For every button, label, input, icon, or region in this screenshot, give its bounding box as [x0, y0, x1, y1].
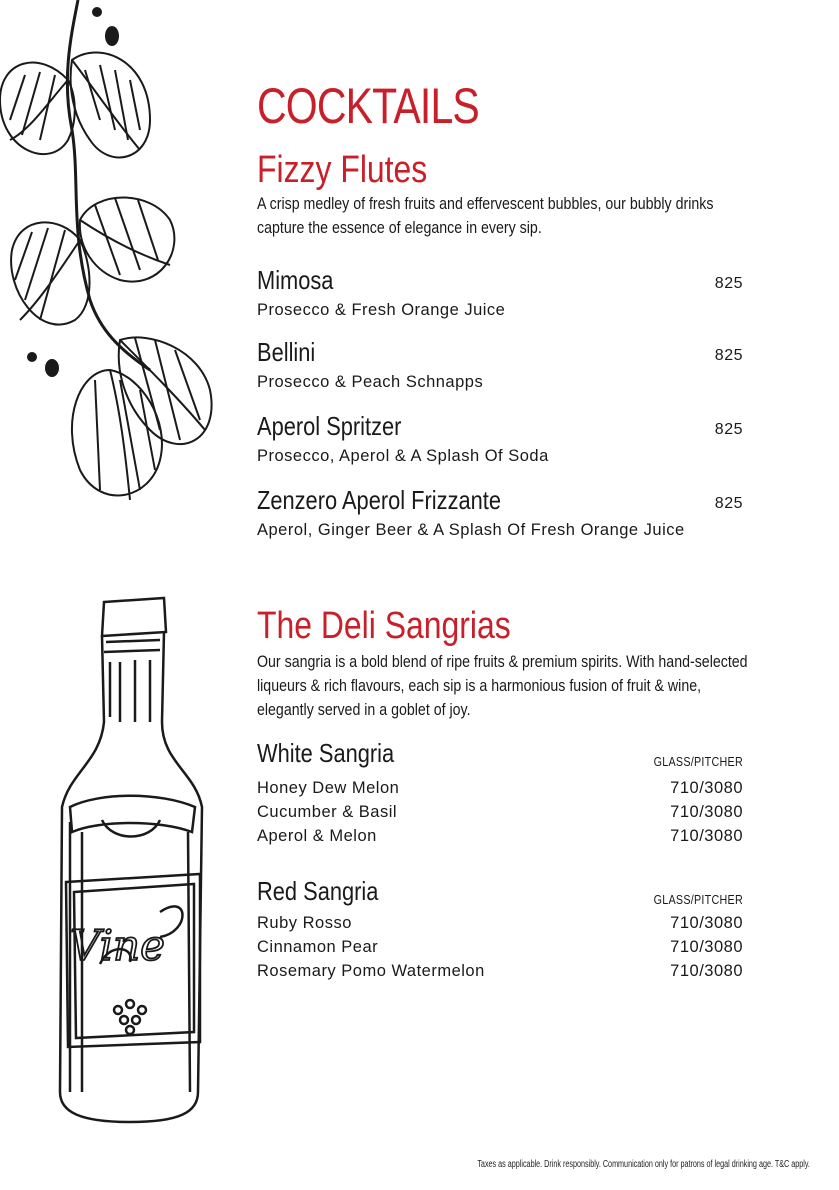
menu-item-price: 825 [714, 495, 743, 512]
section-description-fizzy-flutes [257, 192, 773, 240]
menu-row [257, 935, 743, 959]
subsection-title-white-sangria: White Sangria [257, 738, 395, 768]
menu-item-price: 825 [714, 275, 743, 292]
bottle-label-text: Vine [70, 921, 165, 970]
leaf-branch-illustration [0, 0, 230, 520]
menu-item-price: 825 [714, 347, 743, 364]
section-title-fizzy-flutes: Fizzy Flutes [257, 149, 428, 191]
wine-bottle-illustration [40, 592, 220, 1132]
menu-item-name: Zenzero Aperol Frizzante [257, 485, 501, 515]
menu-item-description: Prosecco, Aperol & A Splash Of Soda [257, 447, 549, 465]
menu-item-name: Rosemary Pomo Watermelon [257, 962, 485, 980]
menu-item-name: Aperol Spritzer [257, 411, 402, 441]
page-title: COCKTAILS [257, 78, 479, 134]
column-header-glass-pitcher: GLASS/PITCHER [653, 893, 743, 907]
section-title-deli-sangrias: The Deli Sangrias [257, 605, 511, 647]
description-line: capture the essence of elegance in every sip. [257, 219, 542, 237]
description-line: liqueurs & rich flavours, each sip is a harmonious fusion of fruit & wine, [257, 677, 702, 695]
menu-item-name: Ruby Rosso [257, 914, 352, 932]
menu-item-price: 710/3080 [670, 914, 743, 932]
menu-item-description: Aperol, Ginger Beer & A Splash Of Fresh Orange Juice [257, 521, 685, 539]
menu-item-description: Prosecco & Peach Schnapps [257, 373, 484, 391]
subsection-title-red-sangria: Red Sangria [257, 876, 379, 906]
menu-item-price: 825 [714, 421, 743, 438]
column-header-glass-pitcher: GLASS/PITCHER [653, 755, 743, 769]
menu-item-name: Mimosa [257, 265, 334, 295]
menu-item-description: Prosecco & Fresh Orange Juice [257, 301, 506, 319]
menu-row [257, 776, 743, 800]
menu-item-name: Cucumber & Basil [257, 803, 398, 821]
menu-item-name: Cinnamon Pear [257, 938, 379, 956]
menu-item-price: 710/3080 [670, 938, 743, 956]
section-description-deli-sangrias [257, 650, 782, 722]
menu-item-price: 710/3080 [670, 827, 743, 845]
menu-item-name: Aperol & Melon [257, 827, 377, 845]
menu-item-price: 710/3080 [670, 779, 743, 797]
menu-row [257, 800, 743, 824]
menu-item-price: 710/3080 [670, 962, 743, 980]
menu-row [257, 911, 743, 935]
menu-item-name: Honey Dew Melon [257, 779, 400, 797]
description-line: Our sangria is a bold blend of ripe fruits & premium spirits. With hand-selected [257, 653, 748, 671]
description-line: elegantly served in a goblet of joy. [257, 701, 471, 719]
menu-row [257, 959, 743, 983]
description-line: A crisp medley of fresh fruits and effervescent bubbles, our bubbly drinks [257, 195, 714, 213]
footer-disclaimer: Taxes as applicable. Drink responsibly. Communication only for patrons of legal drinking age. T&C apply. [477, 1159, 810, 1170]
menu-row [257, 824, 743, 848]
menu-item-price: 710/3080 [670, 803, 743, 821]
menu-item-name: Bellini [257, 337, 316, 367]
